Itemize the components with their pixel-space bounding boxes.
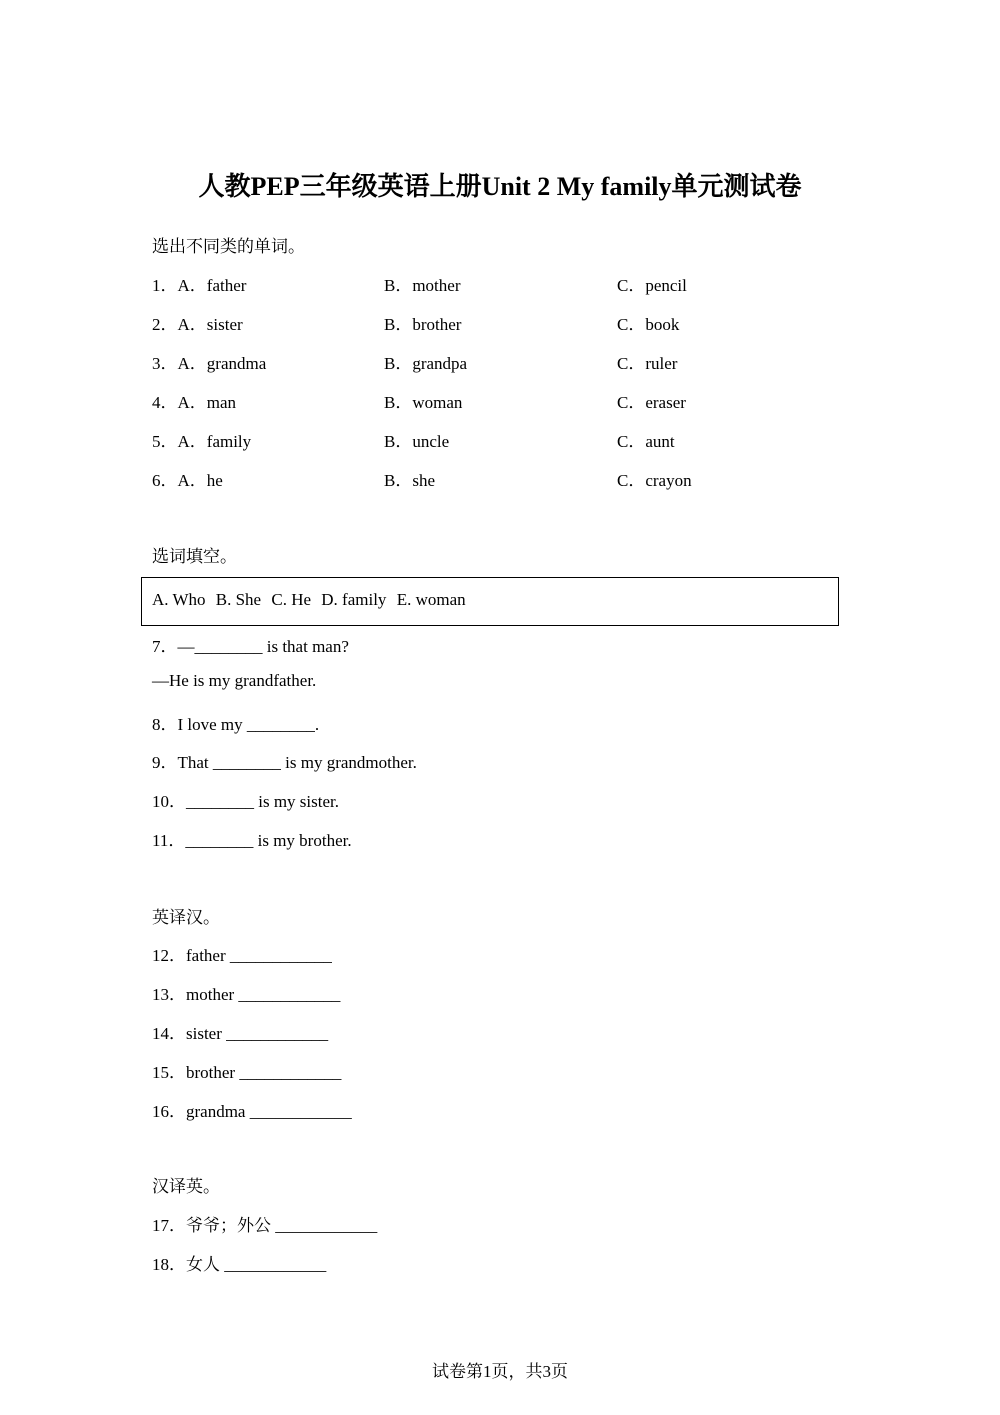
question-line: 18．女人 ____________	[152, 1255, 327, 1274]
option-a: 4．A．man	[152, 393, 237, 412]
option-b: B．woman	[384, 393, 463, 412]
word-option: B. She	[215, 590, 262, 609]
option-b: B．mother	[384, 276, 461, 295]
option-c: C．ruler	[617, 354, 678, 373]
question-line: 8．I love my ________.	[152, 715, 320, 734]
option-a: 2．A．sister	[152, 315, 243, 334]
option-b: B．brother	[384, 315, 462, 334]
question-line: 15．brother ____________	[152, 1063, 342, 1082]
section-heading-odd-one-out: 选出不同类的单词。	[152, 237, 305, 257]
option-b: B．she	[384, 471, 435, 490]
page-footer: 试卷第1页，共3页	[432, 1362, 568, 1381]
page-title: 人教PEP三年级英语上册Unit 2 My family单元测试卷	[198, 172, 802, 201]
option-c: C．aunt	[617, 432, 675, 451]
question-line: 7．—________ is that man?	[152, 637, 349, 656]
option-c: C．book	[617, 315, 680, 334]
word-bank-box	[141, 577, 839, 626]
question-line: 16．grandma ____________	[152, 1102, 352, 1121]
option-c: C．crayon	[617, 471, 692, 490]
option-a: 5．A．family	[152, 432, 252, 451]
word-bank-options	[152, 590, 472, 610]
section-heading-cn-to-en: 汉译英。	[152, 1177, 220, 1197]
word-option: D. family	[321, 590, 387, 609]
question-line: —He is my grandfather.	[152, 671, 317, 690]
word-option: A. Who	[152, 590, 206, 609]
question-line: 12．father ____________	[152, 946, 332, 965]
question-line: 17．爷爷；外公 ____________	[152, 1216, 378, 1235]
option-c: C．eraser	[617, 393, 686, 412]
option-b: B．grandpa	[384, 354, 468, 373]
option-b: B．uncle	[384, 432, 450, 451]
option-a: 6．A．he	[152, 471, 223, 490]
option-a: 3．A．grandma	[152, 354, 267, 373]
question-line: 13．mother ____________	[152, 985, 341, 1004]
question-line: 10．________ is my sister.	[152, 792, 340, 811]
question-line: 14．sister ____________	[152, 1024, 329, 1043]
question-line: 11．________ is my brother.	[152, 831, 352, 850]
word-option: E. woman	[396, 590, 466, 609]
section-heading-fill-in: 选词填空。	[152, 547, 237, 567]
word-option: C. He	[271, 590, 312, 609]
section-heading-en-to-cn: 英译汉。	[152, 908, 220, 928]
option-c: C．pencil	[617, 276, 687, 295]
question-line: 9．That ________ is my grandmother.	[152, 753, 417, 772]
option-a: 1．A．father	[152, 276, 247, 295]
